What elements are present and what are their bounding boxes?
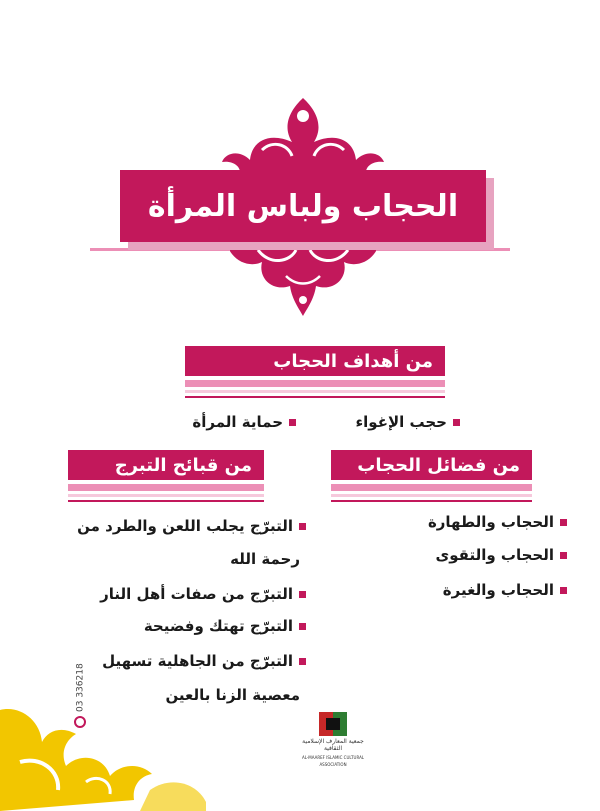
vices-stripe <box>68 484 264 491</box>
publisher-logo <box>300 712 366 768</box>
goals-stripe <box>185 390 445 393</box>
bullet-icon <box>299 591 306 598</box>
logo-icon <box>319 712 347 736</box>
vices-header <box>68 450 264 480</box>
goals-stripe <box>185 396 445 398</box>
bullet-icon <box>299 623 306 630</box>
vices-stripe <box>68 500 264 502</box>
page-title: الحجاب ولباس المرأة <box>147 188 459 224</box>
title-banner <box>120 170 486 242</box>
virtue-item: الحجاب والطهارة <box>428 512 567 532</box>
virtues-stripe <box>331 494 532 497</box>
virtue-item: الحجاب والغيرة <box>443 580 567 600</box>
virtue-item: الحجاب والتقوى <box>436 545 568 565</box>
goal-item: حجب الإغواء <box>356 412 461 432</box>
goals-heading: من أهداف الحجاب <box>273 350 433 372</box>
logo-subtext: AL-MAAREF ISLAMIC CULTURAL ASSOCIATION <box>301 755 365 767</box>
bullet-icon <box>560 519 567 526</box>
bullet-icon <box>299 523 306 530</box>
virtues-header <box>331 450 532 480</box>
bullet-icon <box>299 658 306 665</box>
goals-header <box>185 346 445 376</box>
vice-item: التبرّج تهتك وفضيحة <box>144 616 306 636</box>
bullet-icon <box>560 587 567 594</box>
vice-item-continuation: معصية الزنا بالعين <box>165 686 300 704</box>
virtues-stripe <box>331 484 532 491</box>
bullet-icon <box>453 419 460 426</box>
goals-stripe <box>185 380 445 387</box>
vice-item: التبرّج من صفات أهل النار <box>100 584 306 604</box>
bullet-icon <box>289 419 296 426</box>
vice-item: التبرّج يجلب اللعن والطرد من <box>77 516 306 536</box>
vices-stripe <box>68 494 264 497</box>
corner-flourish <box>0 690 210 811</box>
logo-text: جمعية المعارف الإسلامية الثقافية <box>302 738 364 752</box>
print-code: 03 336218 <box>74 648 88 728</box>
vices-heading: من قبائح التبرج <box>114 454 252 476</box>
bullet-icon <box>560 552 567 559</box>
vice-item: التبرّج من الجاهلية تسهيل <box>102 651 306 671</box>
virtues-stripe <box>331 500 532 502</box>
goal-item: حماية المرأة <box>192 412 296 432</box>
vice-item-continuation: رحمة الله <box>230 550 300 568</box>
virtues-heading: من فضائل الحجاب <box>357 454 520 476</box>
